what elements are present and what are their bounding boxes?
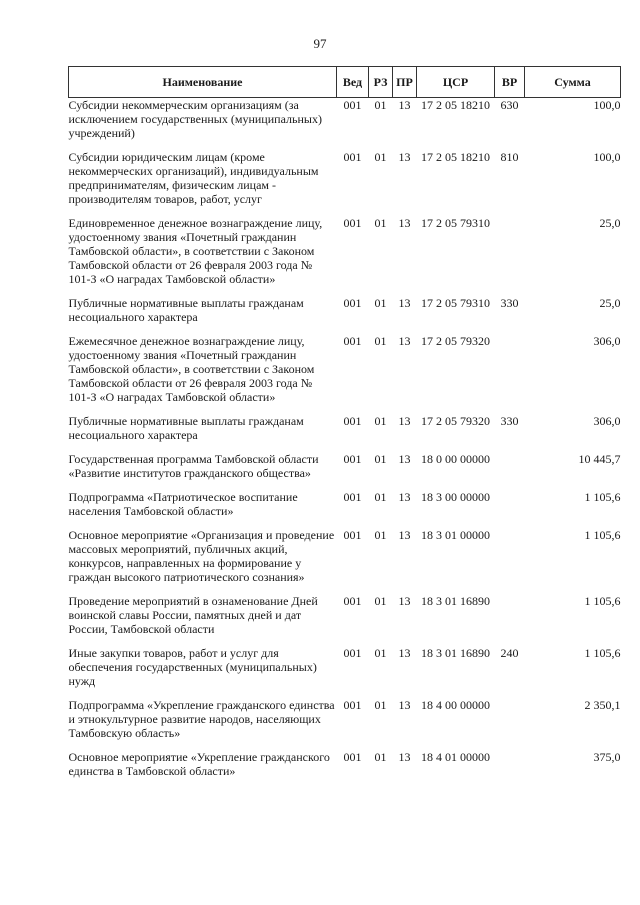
row-rz: 01	[374, 528, 387, 542]
row-name: Ежемесячное денежное вознаграждение лицу, удостоенному звания «Почетный гражданин Тамбовской области», в соответствии с Законом Тамбовской области от 26 февраля 2003 года № 101-З «О наградах Тамбовской области»	[68, 334, 315, 404]
row-ved: 001	[343, 98, 362, 112]
row-csr: 18 3 01 16890	[421, 646, 490, 660]
header-name: Наименование	[69, 67, 337, 98]
row-sum: 25,0	[599, 296, 621, 310]
row-name: Основное мероприятие «Укрепление гражданского единства в Тамбовской области»	[68, 750, 330, 778]
row-sum: 375,0	[593, 750, 621, 764]
row-ved: 001	[343, 452, 362, 466]
header-ved: Вед	[337, 67, 369, 98]
row-pr: 13	[398, 646, 411, 660]
row-rz: 01	[374, 646, 387, 660]
row-rz: 01	[374, 750, 387, 764]
row-pr: 13	[398, 452, 411, 466]
table-row	[69, 594, 621, 646]
row-vr	[495, 452, 525, 490]
row-csr: 17 2 05 18210	[421, 98, 490, 112]
row-csr: 18 3 01 00000	[421, 528, 490, 542]
row-csr: 18 4 01 00000	[421, 750, 490, 764]
table-row	[69, 698, 621, 750]
row-sum: 2 350,1	[584, 698, 621, 712]
row-vr	[495, 334, 525, 414]
table-row	[69, 296, 621, 334]
row-vr	[495, 750, 525, 788]
table-row	[69, 334, 621, 414]
row-sum: 25,0	[599, 216, 621, 230]
header-sum: Сумма	[525, 67, 621, 98]
table-row	[69, 216, 621, 296]
row-ved: 001	[343, 490, 362, 504]
row-csr: 17 2 05 79310	[421, 296, 490, 310]
row-pr: 13	[398, 698, 411, 712]
header-csr: ЦСР	[417, 67, 495, 98]
row-ved: 001	[343, 414, 362, 428]
table-row	[69, 528, 621, 594]
table-row	[69, 750, 621, 788]
header-vr: ВР	[495, 67, 525, 98]
row-csr: 18 0 00 00000	[421, 452, 490, 466]
row-rz: 01	[374, 414, 387, 428]
header-pr: ПР	[393, 67, 417, 98]
row-rz: 01	[374, 490, 387, 504]
row-vr	[495, 528, 525, 594]
row-ved: 001	[343, 216, 362, 230]
row-name: Публичные нормативные выплаты гражданам несоциального характера	[68, 414, 304, 442]
header-rz: РЗ	[369, 67, 393, 98]
row-ved: 001	[343, 750, 362, 764]
row-pr: 13	[398, 150, 411, 164]
row-pr: 13	[398, 334, 411, 348]
row-sum: 100,0	[593, 150, 621, 164]
row-vr	[495, 216, 525, 296]
row-vr: 810	[500, 150, 519, 164]
row-vr	[495, 594, 525, 646]
row-vr: 630	[500, 98, 519, 112]
table-row	[69, 414, 621, 452]
row-ved: 001	[343, 334, 362, 348]
table-row	[69, 646, 621, 698]
row-name: Основное мероприятие «Организация и проведение массовых мероприятий, публичных акций, конкурсов, направленных на формирование у граждан высокого патриотического сознания»	[68, 528, 335, 584]
row-pr: 13	[398, 98, 411, 112]
row-csr: 18 3 01 16890	[421, 594, 490, 608]
row-ved: 001	[343, 528, 362, 542]
table-row	[69, 490, 621, 528]
row-pr: 13	[398, 216, 411, 230]
budget-table	[68, 66, 621, 788]
row-rz: 01	[374, 216, 387, 230]
row-ved: 001	[343, 594, 362, 608]
row-csr: 17 2 05 79310	[421, 216, 490, 230]
row-ved: 001	[343, 296, 362, 310]
row-sum: 100,0	[593, 98, 621, 112]
row-pr: 13	[398, 750, 411, 764]
row-name: Единовременное денежное вознаграждение лицу, удостоенному звания «Почетный гражданин Тамбовской области», в соответствии с Законом Тамбовской области от 26 февраля 2003 года № 101-З «О наградах Тамбовской области»	[68, 216, 323, 286]
row-sum: 10 445,7	[578, 452, 621, 466]
row-name: Публичные нормативные выплаты гражданам несоциального характера	[68, 296, 304, 324]
row-csr: 17 2 05 79320	[421, 334, 490, 348]
row-csr: 18 4 00 00000	[421, 698, 490, 712]
row-ved: 001	[343, 646, 362, 660]
table-body	[69, 98, 621, 789]
row-sum: 1 105,6	[584, 528, 621, 542]
row-name: Иные закупки товаров, работ и услуг для обеспечения государственных (муниципальных) нужд	[68, 646, 317, 688]
row-vr: 330	[500, 296, 519, 310]
table-row	[69, 452, 621, 490]
row-sum: 306,0	[593, 334, 621, 348]
page-number: 97	[313, 36, 327, 51]
row-sum: 306,0	[593, 414, 621, 428]
row-pr: 13	[398, 528, 411, 542]
row-pr: 13	[398, 490, 411, 504]
row-rz: 01	[374, 698, 387, 712]
row-vr	[495, 490, 525, 528]
row-name: Государственная программа Тамбовской области «Развитие институтов гражданского общества»	[68, 452, 319, 480]
row-rz: 01	[374, 98, 387, 112]
row-name: Субсидии некоммерческим организациям (за исключением государственных (муниципальных) учреждений)	[68, 98, 322, 140]
row-rz: 01	[374, 150, 387, 164]
row-vr: 330	[500, 414, 519, 428]
table-row	[69, 98, 621, 151]
row-rz: 01	[374, 594, 387, 608]
row-sum: 1 105,6	[584, 594, 621, 608]
row-rz: 01	[374, 452, 387, 466]
row-pr: 13	[398, 296, 411, 310]
row-name: Субсидии юридическим лицам (кроме некоммерческих организаций), индивидуальным предпринимателям, физическим лицам - производителям товаров, работ, услуг	[68, 150, 319, 206]
row-pr: 13	[398, 414, 411, 428]
table-row	[69, 150, 621, 216]
table-header	[69, 67, 621, 98]
row-vr	[495, 698, 525, 750]
row-sum: 1 105,6	[584, 490, 621, 504]
row-name: Подпрограмма «Укрепление гражданского единства и этнокультурное развитие народов, населяющих Тамбовскую область»	[68, 698, 335, 740]
row-sum: 1 105,6	[584, 646, 621, 660]
row-csr: 17 2 05 18210	[421, 150, 490, 164]
row-rz: 01	[374, 296, 387, 310]
row-pr: 13	[398, 594, 411, 608]
row-rz: 01	[374, 334, 387, 348]
row-csr: 17 2 05 79320	[421, 414, 490, 428]
row-name: Проведение мероприятий в ознаменование Дней воинской славы России, памятных дней и дат России, Тамбовской области	[68, 594, 318, 636]
row-vr: 240	[500, 646, 519, 660]
row-csr: 18 3 00 00000	[421, 490, 490, 504]
row-name: Подпрограмма «Патриотическое воспитание населения Тамбовской области»	[68, 490, 298, 518]
row-ved: 001	[343, 150, 362, 164]
header-row	[69, 67, 621, 98]
row-ved: 001	[343, 698, 362, 712]
